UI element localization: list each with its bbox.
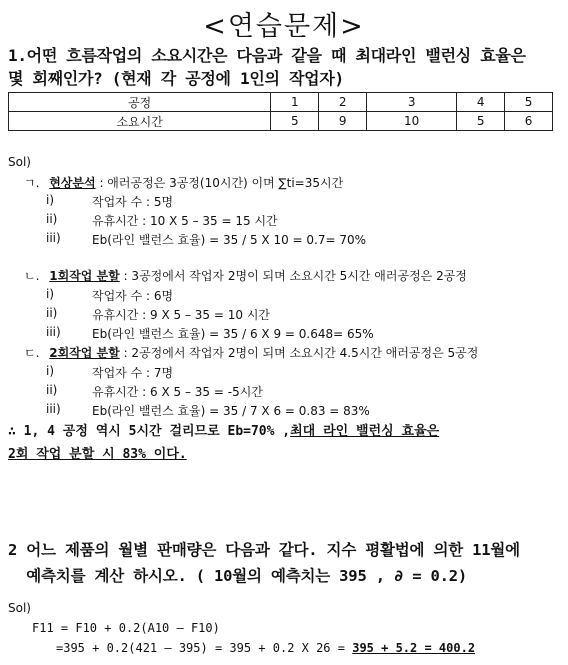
table-cell: 5 xyxy=(505,93,553,112)
step-1-heading xyxy=(24,174,343,191)
table-row xyxy=(9,93,553,112)
item-number: ii) xyxy=(46,212,58,226)
conclusion-line-1 xyxy=(8,420,439,439)
table-cell: 6 xyxy=(505,112,553,131)
item-text: 유휴시간 : 9 X 5 – 35 = 10 시간 xyxy=(92,308,271,322)
step-text: : 2공정에서 작업자 2명이 되며 소요시간 4.5시간 애러공정은 5공정 xyxy=(123,346,479,360)
step-title: 1회작업 분할 xyxy=(49,269,120,283)
conclusion-line-2: 2회 작업 분할 시 83% 이다. xyxy=(8,447,187,462)
final-answer: 395 + 5.2 = 400.2 xyxy=(352,641,476,655)
page-title: <연습문제> xyxy=(203,11,365,42)
question-2-line-1: 2 어느 제품의 월별 판매량은 다음과 같다. 지수 평활법에 의한 11월에 xyxy=(8,541,520,559)
item-text: 작업자 수 : 5명 xyxy=(92,195,174,209)
item-text: 유휴시간 : 10 X 5 – 35 = 15 시간 xyxy=(92,214,278,228)
solution-2-label: Sol) xyxy=(8,601,31,615)
item-number: i) xyxy=(46,364,55,378)
step-title: 2회작업 분할 xyxy=(49,346,120,360)
table-row xyxy=(9,112,553,131)
formula-expression: =395 + 0.2(421 – 395) = 395 + 0.2 X 26 = xyxy=(56,641,345,655)
step-marker: ㄷ. xyxy=(24,346,40,360)
table-cell: 5 xyxy=(271,112,319,131)
step-marker: ㄴ. xyxy=(24,269,40,283)
formula-line-2 xyxy=(56,641,475,655)
item-number: ii) xyxy=(46,383,58,397)
item-number: i) xyxy=(46,193,55,207)
table-cell: 9 xyxy=(319,112,367,131)
conclusion-part: ∴ 1, 4 공정 역시 5시간 걸리므로 Eb=70% , xyxy=(8,424,291,439)
step-marker: ㄱ. xyxy=(24,176,40,190)
item-number: iii) xyxy=(46,231,61,245)
question-2 xyxy=(8,537,520,589)
question-1 xyxy=(8,44,526,90)
item-number: i) xyxy=(46,287,55,301)
step-text: : 3공정에서 작업자 2명이 되며 소요시간 5시간 애러공정은 2공정 xyxy=(123,269,467,283)
item-text: Eb(라인 밸런스 효율) = 35 / 5 X 10 = 0.7= 70% xyxy=(92,233,367,247)
table-cell: 1 xyxy=(271,93,319,112)
step-2-heading xyxy=(24,267,467,284)
step-text: : 애러공정은 3공정(10시간) 이며 ∑ti=35시간 xyxy=(99,176,344,190)
table-cell: 2 xyxy=(319,93,367,112)
item-text: 작업자 수 : 6명 xyxy=(92,289,174,303)
process-time-table xyxy=(8,92,553,131)
table-cell: 10 xyxy=(367,112,457,131)
solution-1-label: Sol) xyxy=(8,155,31,169)
formula-line-1: F11 = F10 + 0.2(A10 – F10) xyxy=(32,621,220,635)
item-text: 작업자 수 : 7명 xyxy=(92,366,174,380)
item-number: ii) xyxy=(46,306,58,320)
step-3-heading xyxy=(24,344,478,361)
table-cell: 3 xyxy=(367,93,457,112)
question-1-line-2: 몇 회째인가? (현재 각 공정에 1인의 작업자) xyxy=(8,69,344,88)
table-cell: 5 xyxy=(457,112,505,131)
step-title: 현상분석 xyxy=(49,176,96,190)
item-text: Eb(라인 밸런스 효율) = 35 / 6 X 9 = 0.648= 65% xyxy=(92,327,374,341)
conclusion-highlight: 최대 라인 밸런싱 효율은 xyxy=(290,424,440,439)
table-cell: 4 xyxy=(457,93,505,112)
item-text: 유휴시간 : 6 X 5 – 35 = -5시간 xyxy=(92,385,263,399)
item-number: iii) xyxy=(46,402,61,416)
item-number: iii) xyxy=(46,325,61,339)
question-2-line-2: 예측치를 계산 하시오. ( 10월의 예측치는 395 , ∂ = 0.2) xyxy=(8,567,468,585)
table-cell: 공정 xyxy=(9,93,271,112)
table-cell: 소요시간 xyxy=(9,112,271,131)
item-text: Eb(라인 밸런스 효율) = 35 / 7 X 6 = 0.83 = 83% xyxy=(92,404,370,418)
question-1-line-1: 1.어떤 흐름작업의 소요시간은 다음과 같을 때 최대라인 밸런싱 효율은 xyxy=(8,46,526,65)
